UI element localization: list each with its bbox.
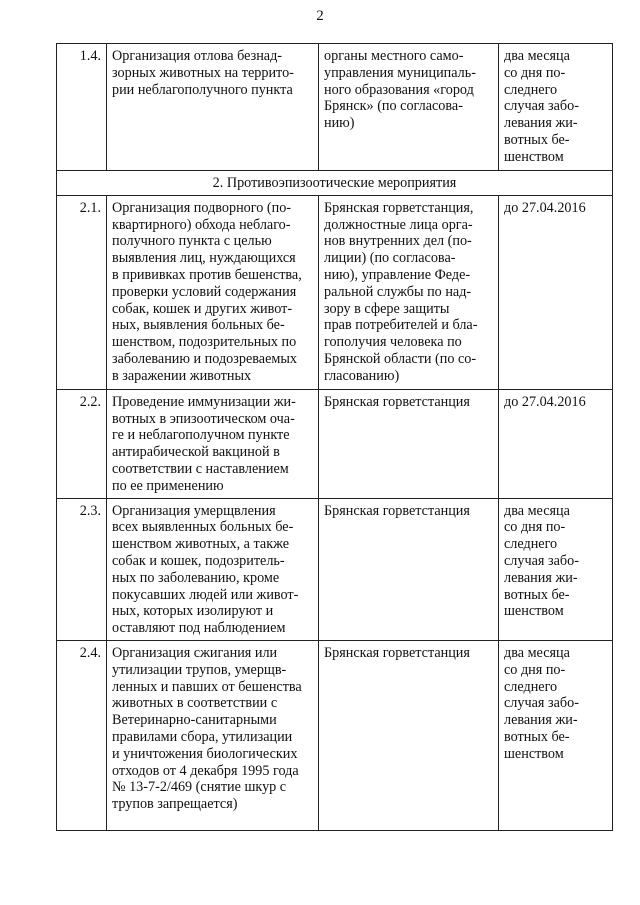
table-row bbox=[57, 498, 613, 640]
executor-cell: органы местного само- управления муниципаль- ного образования «город Брянск» (по согласова- нию) bbox=[319, 44, 499, 171]
item-number: 2.3. bbox=[57, 498, 107, 640]
measures-table bbox=[56, 43, 613, 831]
table-row bbox=[57, 195, 613, 389]
executor-cell: Брянская горветстанция, должностные лица орга- нов внутренних дел (по- лиции) (по согласова- нию), управление Феде- ральной службы по над- зору в сфере защиты прав потребителей и бла- гополучия человека по Брянской области (по со- гласованию) bbox=[319, 195, 499, 389]
term-cell: два месяца со дня по- следнего случая забо- левания жи- вотных бе- шенством bbox=[499, 44, 613, 171]
term-cell: два месяца со дня по- следнего случая забо- левания жи- вотных бе- шенством bbox=[499, 498, 613, 640]
action-cell: Организация умерщвления всех выявленных больных бе- шенством животных, а также собак и кошек, подозритель- ных по заболеванию, кроме покусавших людей или живот- ных, которых изолируют и оставляют под наблюдением bbox=[107, 498, 319, 640]
action-cell: Организация отлова безнад- зорных животных на террито- рии неблагополучного пункта bbox=[107, 44, 319, 171]
table-row bbox=[57, 640, 613, 830]
item-number: 2.2. bbox=[57, 389, 107, 498]
section-row bbox=[57, 171, 613, 196]
term-cell: до 27.04.2016 bbox=[499, 389, 613, 498]
executor-cell: Брянская горветстанция bbox=[319, 640, 499, 830]
section-title: 2. Противоэпизоотические мероприятия bbox=[57, 171, 613, 196]
page-number: 2 bbox=[316, 8, 324, 24]
action-cell: Проведение иммунизации жи- вотных в эпизоотическом оча- ге и неблагополучном пункте антирабической вакциной в соответствии с наставлением по ее применению bbox=[107, 389, 319, 498]
executor-cell: Брянская горветстанция bbox=[319, 389, 499, 498]
term-cell: до 27.04.2016 bbox=[499, 195, 613, 389]
term-cell: два месяца со дня по- следнего случая забо- левания жи- вотных бе- шенством bbox=[499, 640, 613, 830]
item-number: 2.4. bbox=[57, 640, 107, 830]
table-row bbox=[57, 389, 613, 498]
item-number: 2.1. bbox=[57, 195, 107, 389]
item-number: 1.4. bbox=[57, 44, 107, 171]
action-cell: Организация подворного (по- квартирного) обхода неблаго- получного пункта с целью выявления лиц, нуждающихся в прививках против бешенства, проверки условий содержания собак, кошек и других живот- ных, выявления больных бе- шенством, подозрительных по заболеванию и подозреваемых в заражении животных bbox=[107, 195, 319, 389]
action-cell: Организация сжигания или утилизации трупов, умерщв- ленных и павших от бешенства животных в соответствии с Ветеринарно-санитарными правилами сбора, утилизации и уничтожения биологических отходов от 4 декабря 1995 года № 13-7-2/469 (снятие шкур с трупов запрещается) bbox=[107, 640, 319, 830]
executor-cell: Брянская горветстанция bbox=[319, 498, 499, 640]
table-row bbox=[57, 44, 613, 171]
